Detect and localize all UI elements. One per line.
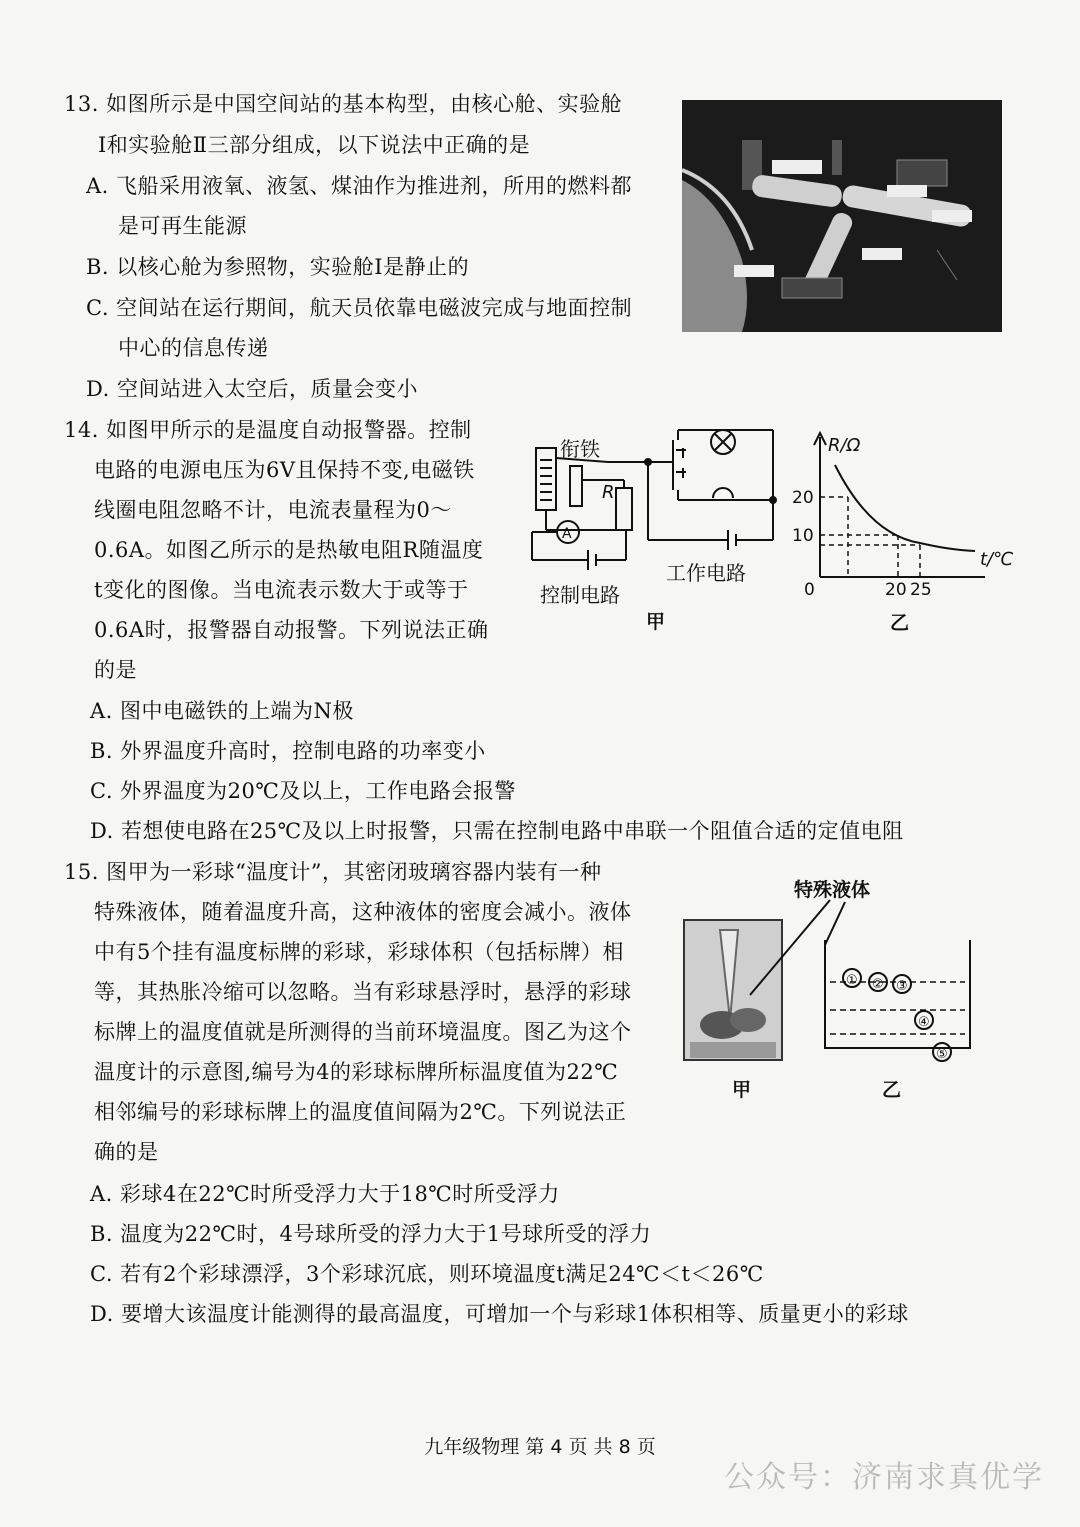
circuit-diagram [518,420,783,635]
liquid-label: 特殊液体 [794,879,871,901]
resistor-label: R [602,482,615,503]
q13-option-a-cont: 是可再生能源 [118,214,247,238]
q14-option-a: A. 图中电磁铁的上端为N极 [90,699,354,723]
graph-origin: 0 [804,580,815,600]
q14-stem-line5: t变化的图像。当电流表示数大于或等于 [94,578,469,602]
page-footer: 九年级物理 第 4 页 共 8 页 [424,1436,656,1458]
figure-jia-caption: 甲 [646,611,666,633]
fig15-yi-caption: 乙 [882,1079,902,1101]
ball-2-label: ② [872,977,884,992]
q13-stem-line1: 13. 如图所示是中国空间站的基本构型，由核心舱、实验舱 [64,92,623,116]
q15-stem-line5: 标牌上的温度值就是所测得的当前环境温度。图乙为这个 [94,1020,632,1044]
q13-option-a: A. 飞船采用液氧、液氢、煤油作为推进剂，所用的燃料都 [86,174,633,198]
q15-stem-line2: 特殊液体，随着温度升高，这种液体的密度会减小。液体 [94,900,632,924]
q13-option-c: C. 空间站在运行期间，航天员依靠电磁波完成与地面控制 [86,296,633,320]
graph-x20: 20 [885,580,907,600]
q15-stem-line4: 等，其热胀冷缩可以忽略。当有彩球悬浮时，悬浮的彩球 [94,980,632,1004]
q15-stem-line7: 相邻编号的彩球标牌上的温度值间隔为2℃。下列说法正 [94,1100,627,1124]
ball-1-label: ① [846,973,858,988]
q13-option-c-cont: 中心的信息传递 [118,336,269,360]
q15-option-a: A. 彩球4在22℃时所受浮力大于18℃时所受浮力 [90,1182,560,1206]
graph-ylabel: R/Ω [828,435,861,456]
q15-stem-line8: 确的是 [94,1140,159,1164]
q14-stem-line3: 线圈电阻忽略不计，电流表量程为0～ [94,498,452,522]
q15-stem-line1: 15. 图甲为一彩球“温度计”，其密闭玻璃容器内装有一种 [64,860,602,884]
ammeter-label: A [562,526,572,542]
ball-4-label: ④ [918,1015,930,1030]
r-t-curve [835,465,975,551]
graph-y10: 10 [792,526,814,546]
q14-option-b: B. 外界温度升高时，控制电路的功率变小 [90,739,486,763]
q14-option-d: D. 若想使电路在25℃及以上时报警，只需在控制电路中串联一个阻值合适的定值电阻 [90,819,904,843]
q14-stem-line6: 0.6A时，报警器自动报警。下列说法正确 [94,618,489,642]
q14-stem-line4: 0.6A。如图乙所示的是热敏电阻R随温度 [94,538,484,562]
ball-3-label: ③ [896,979,908,994]
q14-stem-line1: 14. 如图甲所示的是温度自动报警器。控制 [64,418,472,442]
graph-x25: 25 [910,580,932,600]
r-t-graph [790,425,1030,635]
q14-stem-line2: 电路的电源电压为6V且保持不变,电磁铁 [94,458,475,482]
ball-5-label: ⑤ [936,1047,948,1062]
graph-y20: 20 [792,488,814,508]
armature-label: 衔铁 [560,437,600,461]
graph-xlabel: t/℃ [980,549,1014,570]
q15-option-c: C. 若有2个彩球漂浮，3个彩球沉底，则环境温度t满足24℃＜t＜26℃ [90,1262,764,1286]
q15-option-b: B. 温度为22℃时，4号球所受的浮力大于1号球所受的浮力 [90,1222,652,1246]
work-circuit-label: 工作电路 [666,561,746,585]
q13-option-b: B. 以核心舱为参照物，实验舱Ⅰ是静止的 [86,255,470,279]
fig15-jia-caption: 甲 [732,1079,752,1101]
q14-option-c: C. 外界温度为20℃及以上，工作电路会报警 [90,779,516,803]
figure-yi-caption: 乙 [890,612,910,634]
q15-option-d: D. 要增大该温度计能测得的最高温度，可增加一个与彩球1体积相等、质量更小的彩球 [90,1302,909,1326]
q15-stem-line3: 中有5个挂有温度标牌的彩球，彩球体积（包括标牌）相 [94,940,624,964]
q13-stem-line2: Ⅰ和实验舱Ⅱ三部分组成，以下说法中正确的是 [98,133,531,157]
q15-stem-line6: 温度计的示意图,编号为4的彩球标牌所标温度值为22℃ [94,1060,619,1084]
space-station-photo [682,100,1002,332]
q13-option-d: D. 空间站进入太空后，质量会变小 [86,377,418,401]
thermometer-figure [680,870,980,1110]
watermark: 公众号：济南求真优学 [724,1460,1044,1495]
control-circuit-label: 控制电路 [540,583,620,607]
q14-stem-line7: 的是 [94,658,137,682]
